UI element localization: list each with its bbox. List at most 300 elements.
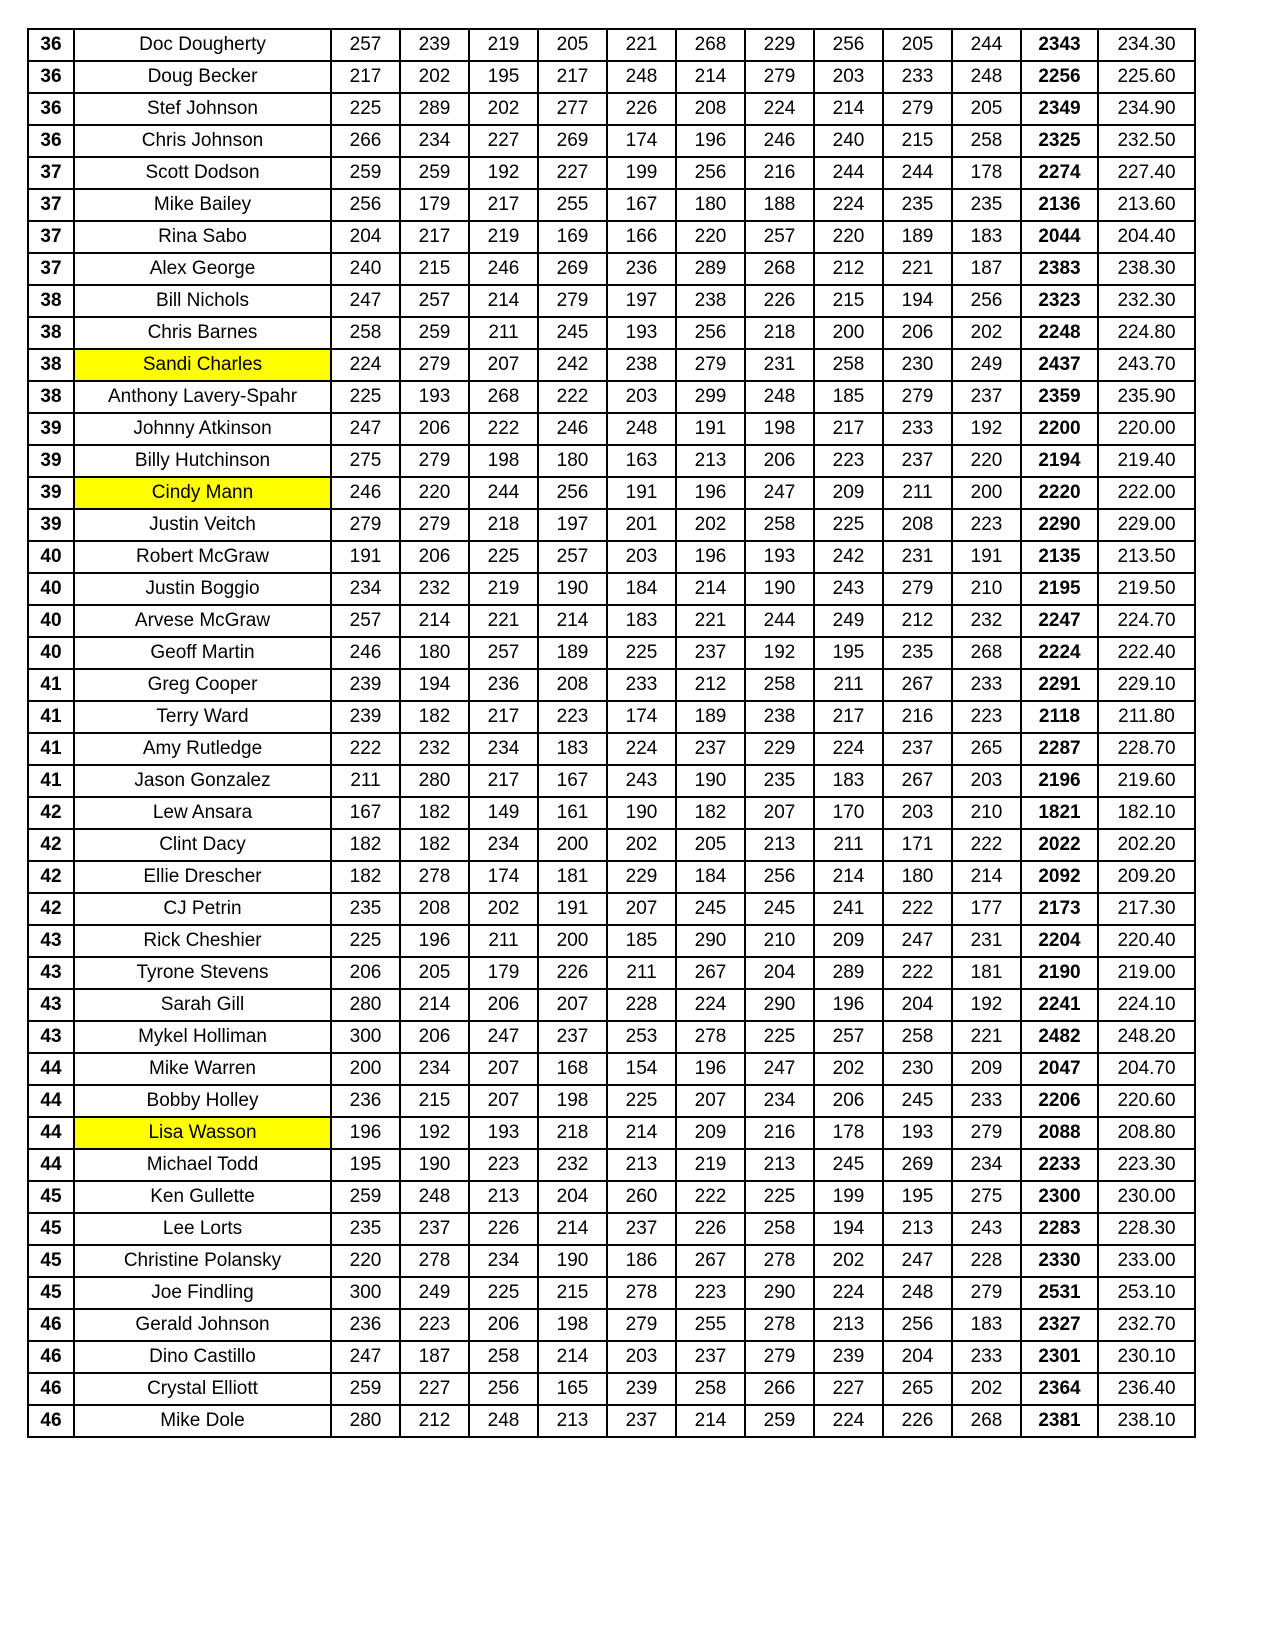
game-score-cell: 227 [400, 1373, 469, 1405]
game-score-cell: 174 [607, 125, 676, 157]
game-score-cell: 214 [538, 1341, 607, 1373]
series-total-cell: 2206 [1021, 1085, 1098, 1117]
team-number-cell: 42 [28, 861, 74, 893]
game-score-cell: 239 [607, 1373, 676, 1405]
game-score-cell: 225 [331, 925, 400, 957]
game-score-cell: 215 [814, 285, 883, 317]
game-score-cell: 233 [883, 413, 952, 445]
game-score-cell: 234 [400, 125, 469, 157]
game-score-cell: 238 [607, 349, 676, 381]
game-score-cell: 195 [814, 637, 883, 669]
game-score-cell: 246 [538, 413, 607, 445]
game-score-cell: 224 [676, 989, 745, 1021]
game-score-cell: 221 [469, 605, 538, 637]
game-score-cell: 237 [676, 1341, 745, 1373]
game-score-cell: 280 [331, 989, 400, 1021]
game-score-cell: 200 [814, 317, 883, 349]
game-score-cell: 217 [331, 61, 400, 93]
game-score-cell: 259 [400, 157, 469, 189]
game-score-cell: 218 [745, 317, 814, 349]
game-score-cell: 204 [883, 1341, 952, 1373]
game-score-cell: 257 [745, 221, 814, 253]
game-score-cell: 183 [952, 1309, 1021, 1341]
series-total-cell: 2241 [1021, 989, 1098, 1021]
game-score-cell: 223 [400, 1309, 469, 1341]
bowler-name-cell: Mykel Holliman [74, 1021, 331, 1053]
game-score-cell: 224 [814, 733, 883, 765]
game-score-cell: 232 [952, 605, 1021, 637]
game-score-cell: 228 [607, 989, 676, 1021]
game-score-cell: 185 [814, 381, 883, 413]
game-score-cell: 193 [469, 1117, 538, 1149]
table-row [28, 1277, 1195, 1309]
game-score-cell: 222 [883, 893, 952, 925]
game-score-cell: 225 [331, 93, 400, 125]
game-score-cell: 210 [952, 797, 1021, 829]
team-number-cell: 36 [28, 29, 74, 61]
game-score-cell: 258 [745, 669, 814, 701]
game-score-cell: 244 [745, 605, 814, 637]
game-score-cell: 279 [883, 573, 952, 605]
game-score-cell: 256 [538, 477, 607, 509]
game-score-cell: 206 [331, 957, 400, 989]
team-number-cell: 46 [28, 1309, 74, 1341]
average-cell: 204.40 [1098, 221, 1195, 253]
game-score-cell: 181 [952, 957, 1021, 989]
game-score-cell: 202 [607, 829, 676, 861]
game-score-cell: 219 [469, 573, 538, 605]
game-score-cell: 258 [883, 1021, 952, 1053]
series-total-cell: 2195 [1021, 573, 1098, 605]
average-cell: 228.70 [1098, 733, 1195, 765]
game-score-cell: 223 [952, 701, 1021, 733]
game-score-cell: 279 [331, 509, 400, 541]
table-row [28, 989, 1195, 1021]
game-score-cell: 198 [469, 445, 538, 477]
game-score-cell: 219 [676, 1149, 745, 1181]
game-score-cell: 167 [331, 797, 400, 829]
game-score-cell: 225 [607, 1085, 676, 1117]
table-row [28, 925, 1195, 957]
game-score-cell: 236 [331, 1085, 400, 1117]
game-score-cell: 154 [607, 1053, 676, 1085]
game-score-cell: 217 [400, 221, 469, 253]
series-total-cell: 2274 [1021, 157, 1098, 189]
table-row [28, 669, 1195, 701]
game-score-cell: 244 [814, 157, 883, 189]
average-cell: 253.10 [1098, 1277, 1195, 1309]
game-score-cell: 234 [469, 733, 538, 765]
game-score-cell: 237 [883, 733, 952, 765]
table-row [28, 29, 1195, 61]
game-score-cell: 219 [469, 221, 538, 253]
game-score-cell: 214 [607, 1117, 676, 1149]
bowler-name-cell: Justin Boggio [74, 573, 331, 605]
game-score-cell: 209 [676, 1117, 745, 1149]
game-score-cell: 223 [538, 701, 607, 733]
game-score-cell: 203 [607, 541, 676, 573]
game-score-cell: 167 [538, 765, 607, 797]
game-score-cell: 203 [607, 381, 676, 413]
game-score-cell: 167 [607, 189, 676, 221]
game-score-cell: 196 [676, 125, 745, 157]
game-score-cell: 290 [676, 925, 745, 957]
bowler-name-cell: CJ Petrin [74, 893, 331, 925]
table-row [28, 413, 1195, 445]
game-score-cell: 235 [952, 189, 1021, 221]
game-score-cell: 190 [538, 573, 607, 605]
series-total-cell: 2047 [1021, 1053, 1098, 1085]
game-score-cell: 279 [538, 285, 607, 317]
game-score-cell: 233 [952, 1341, 1021, 1373]
game-score-cell: 194 [883, 285, 952, 317]
game-score-cell: 187 [400, 1341, 469, 1373]
game-score-cell: 232 [400, 733, 469, 765]
game-score-cell: 174 [469, 861, 538, 893]
bowler-name-cell: Tyrone Stevens [74, 957, 331, 989]
bowler-name-cell: Rick Cheshier [74, 925, 331, 957]
table-row [28, 1309, 1195, 1341]
game-score-cell: 183 [814, 765, 883, 797]
game-score-cell: 222 [676, 1181, 745, 1213]
game-score-cell: 258 [952, 125, 1021, 157]
game-score-cell: 190 [607, 797, 676, 829]
game-score-cell: 180 [538, 445, 607, 477]
game-score-cell: 193 [607, 317, 676, 349]
team-number-cell: 43 [28, 989, 74, 1021]
game-score-cell: 267 [883, 765, 952, 797]
table-row [28, 221, 1195, 253]
game-score-cell: 268 [952, 637, 1021, 669]
game-score-cell: 180 [400, 637, 469, 669]
game-score-cell: 211 [814, 829, 883, 861]
game-score-cell: 238 [676, 285, 745, 317]
series-total-cell: 2044 [1021, 221, 1098, 253]
table-row [28, 381, 1195, 413]
game-score-cell: 197 [607, 285, 676, 317]
game-score-cell: 190 [676, 765, 745, 797]
average-cell: 233.00 [1098, 1245, 1195, 1277]
average-cell: 211.80 [1098, 701, 1195, 733]
bowler-name-cell: Lisa Wasson [74, 1117, 331, 1149]
game-score-cell: 198 [538, 1085, 607, 1117]
game-score-cell: 269 [883, 1149, 952, 1181]
series-total-cell: 2482 [1021, 1021, 1098, 1053]
game-score-cell: 220 [400, 477, 469, 509]
team-number-cell: 39 [28, 477, 74, 509]
game-score-cell: 214 [538, 605, 607, 637]
team-number-cell: 42 [28, 829, 74, 861]
bowler-name-cell: Mike Bailey [74, 189, 331, 221]
game-score-cell: 207 [676, 1085, 745, 1117]
game-score-cell: 169 [538, 221, 607, 253]
average-cell: 220.00 [1098, 413, 1195, 445]
game-score-cell: 225 [814, 509, 883, 541]
average-cell: 202.20 [1098, 829, 1195, 861]
game-score-cell: 275 [952, 1181, 1021, 1213]
game-score-cell: 213 [883, 1213, 952, 1245]
game-score-cell: 214 [676, 61, 745, 93]
game-score-cell: 224 [745, 93, 814, 125]
game-score-cell: 213 [676, 445, 745, 477]
game-score-cell: 247 [331, 285, 400, 317]
game-score-cell: 225 [607, 637, 676, 669]
game-score-cell: 190 [538, 1245, 607, 1277]
game-score-cell: 245 [814, 1149, 883, 1181]
series-total-cell: 2247 [1021, 605, 1098, 637]
game-score-cell: 279 [676, 349, 745, 381]
table-row [28, 1213, 1195, 1245]
game-score-cell: 225 [745, 1021, 814, 1053]
game-score-cell: 213 [745, 1149, 814, 1181]
game-score-cell: 239 [331, 701, 400, 733]
game-score-cell: 221 [952, 1021, 1021, 1053]
game-score-cell: 266 [331, 125, 400, 157]
game-score-cell: 256 [676, 317, 745, 349]
game-score-cell: 280 [400, 765, 469, 797]
series-total-cell: 2224 [1021, 637, 1098, 669]
game-score-cell: 196 [814, 989, 883, 1021]
game-score-cell: 198 [745, 413, 814, 445]
bowler-name-cell: Ellie Drescher [74, 861, 331, 893]
series-total-cell: 2383 [1021, 253, 1098, 285]
game-score-cell: 219 [469, 29, 538, 61]
game-score-cell: 257 [538, 541, 607, 573]
average-cell: 227.40 [1098, 157, 1195, 189]
score-table-body [28, 29, 1195, 1437]
game-score-cell: 194 [400, 669, 469, 701]
series-total-cell: 2301 [1021, 1341, 1098, 1373]
series-total-cell: 2330 [1021, 1245, 1098, 1277]
team-number-cell: 46 [28, 1341, 74, 1373]
team-number-cell: 44 [28, 1053, 74, 1085]
bowler-name-cell: Amy Rutledge [74, 733, 331, 765]
team-number-cell: 36 [28, 93, 74, 125]
game-score-cell: 202 [814, 1245, 883, 1277]
game-score-cell: 226 [469, 1213, 538, 1245]
game-score-cell: 182 [331, 829, 400, 861]
game-score-cell: 225 [469, 541, 538, 573]
game-score-cell: 223 [952, 509, 1021, 541]
table-row [28, 765, 1195, 797]
game-score-cell: 279 [883, 93, 952, 125]
game-score-cell: 247 [745, 477, 814, 509]
game-score-cell: 230 [883, 1053, 952, 1085]
game-score-cell: 249 [952, 349, 1021, 381]
game-score-cell: 192 [745, 637, 814, 669]
game-score-cell: 244 [469, 477, 538, 509]
series-total-cell: 2290 [1021, 509, 1098, 541]
game-score-cell: 206 [400, 541, 469, 573]
average-cell: 232.30 [1098, 285, 1195, 317]
game-score-cell: 257 [331, 605, 400, 637]
team-number-cell: 39 [28, 445, 74, 477]
game-score-cell: 211 [469, 317, 538, 349]
game-score-cell: 290 [745, 989, 814, 1021]
game-score-cell: 196 [400, 925, 469, 957]
team-number-cell: 45 [28, 1181, 74, 1213]
bowler-name-cell: Gerald Johnson [74, 1309, 331, 1341]
game-score-cell: 182 [400, 829, 469, 861]
game-score-cell: 221 [607, 29, 676, 61]
team-number-cell: 44 [28, 1149, 74, 1181]
team-number-cell: 45 [28, 1245, 74, 1277]
game-score-cell: 205 [538, 29, 607, 61]
table-row [28, 637, 1195, 669]
game-score-cell: 279 [400, 349, 469, 381]
game-score-cell: 178 [814, 1117, 883, 1149]
bowler-name-cell: Scott Dodson [74, 157, 331, 189]
game-score-cell: 210 [745, 925, 814, 957]
game-score-cell: 290 [745, 1277, 814, 1309]
game-score-cell: 300 [331, 1277, 400, 1309]
series-total-cell: 2359 [1021, 381, 1098, 413]
game-score-cell: 226 [745, 285, 814, 317]
bowler-name-cell: Bobby Holley [74, 1085, 331, 1117]
game-score-cell: 208 [883, 509, 952, 541]
game-score-cell: 204 [538, 1181, 607, 1213]
average-cell: 225.60 [1098, 61, 1195, 93]
game-score-cell: 192 [952, 413, 1021, 445]
game-score-cell: 269 [538, 253, 607, 285]
game-score-cell: 278 [607, 1277, 676, 1309]
game-score-cell: 214 [814, 861, 883, 893]
game-score-cell: 231 [745, 349, 814, 381]
bowler-name-cell: Lee Lorts [74, 1213, 331, 1245]
table-row [28, 1373, 1195, 1405]
game-score-cell: 209 [814, 477, 883, 509]
game-score-cell: 239 [814, 1341, 883, 1373]
series-total-cell: 2173 [1021, 893, 1098, 925]
game-score-cell: 257 [331, 29, 400, 61]
game-score-cell: 205 [952, 93, 1021, 125]
game-score-cell: 200 [538, 925, 607, 957]
game-score-cell: 243 [607, 765, 676, 797]
game-score-cell: 217 [538, 61, 607, 93]
game-score-cell: 242 [814, 541, 883, 573]
game-score-cell: 191 [607, 477, 676, 509]
game-score-cell: 202 [469, 893, 538, 925]
game-score-cell: 224 [814, 189, 883, 221]
game-score-cell: 236 [607, 253, 676, 285]
game-score-cell: 200 [331, 1053, 400, 1085]
team-number-cell: 44 [28, 1085, 74, 1117]
game-score-cell: 227 [538, 157, 607, 189]
game-score-cell: 255 [676, 1309, 745, 1341]
game-score-cell: 211 [607, 957, 676, 989]
average-cell: 243.70 [1098, 349, 1195, 381]
game-score-cell: 190 [745, 573, 814, 605]
table-row [28, 829, 1195, 861]
game-score-cell: 214 [814, 93, 883, 125]
game-score-cell: 230 [883, 349, 952, 381]
team-number-cell: 37 [28, 157, 74, 189]
game-score-cell: 240 [814, 125, 883, 157]
bowler-name-cell: Billy Hutchinson [74, 445, 331, 477]
table-row [28, 1341, 1195, 1373]
game-score-cell: 229 [607, 861, 676, 893]
game-score-cell: 197 [538, 509, 607, 541]
game-score-cell: 267 [883, 669, 952, 701]
game-score-cell: 233 [952, 669, 1021, 701]
game-score-cell: 229 [745, 29, 814, 61]
series-total-cell: 2200 [1021, 413, 1098, 445]
game-score-cell: 255 [538, 189, 607, 221]
bowler-name-cell: Bill Nichols [74, 285, 331, 317]
game-score-cell: 206 [469, 1309, 538, 1341]
game-score-cell: 279 [952, 1117, 1021, 1149]
series-total-cell: 2300 [1021, 1181, 1098, 1213]
game-score-cell: 210 [952, 573, 1021, 605]
table-row [28, 61, 1195, 93]
series-total-cell: 2531 [1021, 1277, 1098, 1309]
game-score-cell: 182 [400, 797, 469, 829]
game-score-cell: 232 [400, 573, 469, 605]
team-number-cell: 43 [28, 925, 74, 957]
game-score-cell: 212 [814, 253, 883, 285]
game-score-cell: 207 [538, 989, 607, 1021]
average-cell: 248.20 [1098, 1021, 1195, 1053]
team-number-cell: 46 [28, 1373, 74, 1405]
game-score-cell: 267 [676, 1245, 745, 1277]
game-score-cell: 223 [676, 1277, 745, 1309]
game-score-cell: 256 [883, 1309, 952, 1341]
game-score-cell: 207 [469, 1053, 538, 1085]
game-score-cell: 235 [745, 765, 814, 797]
game-score-cell: 224 [814, 1405, 883, 1437]
game-score-cell: 189 [883, 221, 952, 253]
game-score-cell: 202 [400, 61, 469, 93]
team-number-cell: 38 [28, 349, 74, 381]
team-number-cell: 41 [28, 669, 74, 701]
average-cell: 223.30 [1098, 1149, 1195, 1181]
average-cell: 222.00 [1098, 477, 1195, 509]
game-score-cell: 180 [676, 189, 745, 221]
table-row [28, 1053, 1195, 1085]
game-score-cell: 224 [607, 733, 676, 765]
bowler-name-cell: Johnny Atkinson [74, 413, 331, 445]
game-score-cell: 259 [331, 1373, 400, 1405]
game-score-cell: 227 [469, 125, 538, 157]
game-score-cell: 279 [745, 61, 814, 93]
series-total-cell: 2325 [1021, 125, 1098, 157]
game-score-cell: 196 [676, 1053, 745, 1085]
game-score-cell: 234 [469, 1245, 538, 1277]
team-number-cell: 38 [28, 317, 74, 349]
series-total-cell: 2381 [1021, 1405, 1098, 1437]
game-score-cell: 240 [331, 253, 400, 285]
game-score-cell: 222 [331, 733, 400, 765]
game-score-cell: 184 [607, 573, 676, 605]
game-score-cell: 275 [331, 445, 400, 477]
table-row [28, 477, 1195, 509]
bowler-name-cell: Clint Dacy [74, 829, 331, 861]
game-score-cell: 193 [883, 1117, 952, 1149]
series-total-cell: 2136 [1021, 189, 1098, 221]
team-number-cell: 39 [28, 509, 74, 541]
game-score-cell: 196 [676, 477, 745, 509]
game-score-cell: 278 [400, 1245, 469, 1277]
game-score-cell: 300 [331, 1021, 400, 1053]
average-cell: 224.80 [1098, 317, 1195, 349]
table-row [28, 797, 1195, 829]
game-score-cell: 233 [952, 1085, 1021, 1117]
average-cell: 219.00 [1098, 957, 1195, 989]
game-score-cell: 204 [883, 989, 952, 1021]
game-score-cell: 237 [607, 1405, 676, 1437]
bowler-name-cell: Terry Ward [74, 701, 331, 733]
game-score-cell: 279 [883, 381, 952, 413]
